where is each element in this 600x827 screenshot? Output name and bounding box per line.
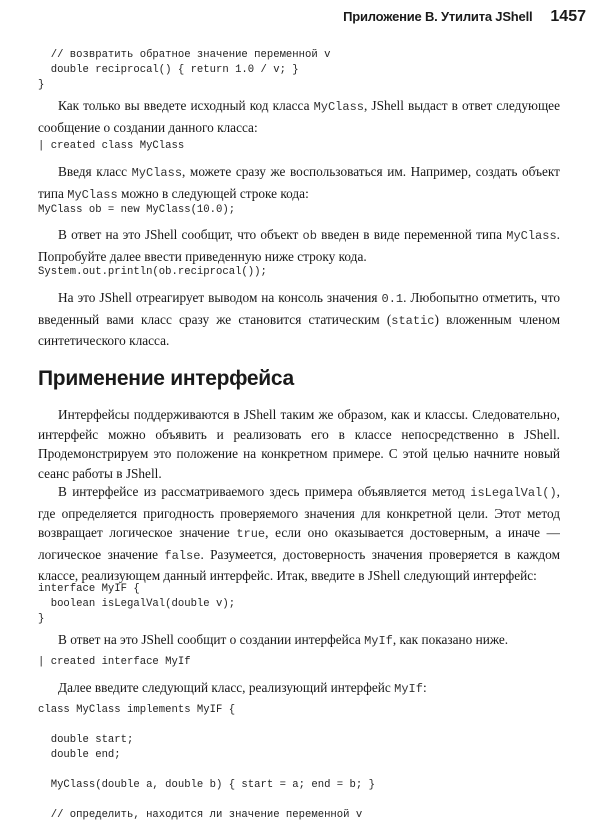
paragraph-class-created: Как только вы введете исходный код класса MyClass, JShell выдаст в ответ следующее сообщение о создании данного класса: xyxy=(38,98,560,135)
paragraph-create-object: Введя класс MyClass, можете сразу же воспользоваться им. Например, создать объект типа MyClass можно в следующей строке кода: xyxy=(38,164,560,202)
paragraph-object-variable: В ответ на это JShell сообщит, что объект ob введен в виде переменной типа MyClass. Попробуйте далее ввести приведенную ниже строку кода. xyxy=(38,227,560,264)
paragraph-isLegalVal: В интерфейсе из рассматриваемого здесь примера объявляется метод isLegalVal(), где определяется пригодность проверяемого значения для конкретной цели. Этот метод возвращает логическое значение true, если оно оказывается достоверным, а иначе — логическое значение false. Разумеется, достоверность значения проверяется в каждом классе, реализующем данный интерфейс. Итак, введите в JShell следующий интерфейс: xyxy=(38,484,560,583)
code-class-implements: class MyClass implements MyIF { double start; double end; MyClass(double a, double b) { start = a; end = b; } // определить, находится ли значение переменной v xyxy=(38,704,375,821)
inline-code: MyClass xyxy=(313,100,364,114)
section-heading: Применение интерфейса xyxy=(38,367,294,390)
inline-code: 0.1 xyxy=(381,292,404,306)
inline-code: MyClass xyxy=(67,187,118,202)
inline-code: false xyxy=(164,548,201,563)
inline-code: isLegalVal() xyxy=(470,486,557,500)
code-output-created-class: | created class MyClass xyxy=(38,140,185,152)
page-number: 1457 xyxy=(550,8,586,25)
paragraph-implement-class: Далее введите следующий класс, реализующий интерфейс MyIf: xyxy=(58,680,427,696)
paragraph-console-output: На это JShell отреагирует выводом на консоль значения 0.1. Любопытно отметить, что введенный вами класс сразу же становится статическим (static) вложенным членом синтетического класса. xyxy=(38,290,560,348)
code-output-created-interface: | created interface MyIf xyxy=(38,656,191,668)
code-block-reciprocal: // возвратить обратное значение переменной v double reciprocal() { return 1.0 / v; } } xyxy=(38,49,331,91)
inline-code: static xyxy=(391,313,435,328)
paragraph-interfaces-intro: Интерфейсы поддерживаются в JShell таким же образом, как и классы. Следовательно, интерфейс можно объявить и реализовать его в классе непосредственно в JShell. Продемонстрируем это положение на конкретном примере. С этой целью начните новый сеанс работы в JShell. xyxy=(38,407,560,481)
inline-code: MyIf xyxy=(364,634,393,648)
paragraph-interface-created: В ответ на это JShell сообщит о создании интерфейса MyIf, как показано ниже. xyxy=(58,632,509,648)
running-header xyxy=(300,8,586,32)
inline-code: MyClass xyxy=(131,166,183,180)
code-println: System.out.println(ob.reciprocal()); xyxy=(38,266,267,278)
inline-code: ob xyxy=(302,229,317,243)
inline-code: true xyxy=(236,527,266,541)
running-header-title: Приложение В. Утилита JShell xyxy=(343,9,533,24)
code-interface-myif: interface MyIF { boolean isLegalVal(double v); } xyxy=(38,583,236,625)
inline-code: MyIf xyxy=(394,682,423,696)
code-new-object: MyClass ob = new MyClass(10.0); xyxy=(38,204,236,216)
inline-code: MyClass xyxy=(506,229,557,243)
